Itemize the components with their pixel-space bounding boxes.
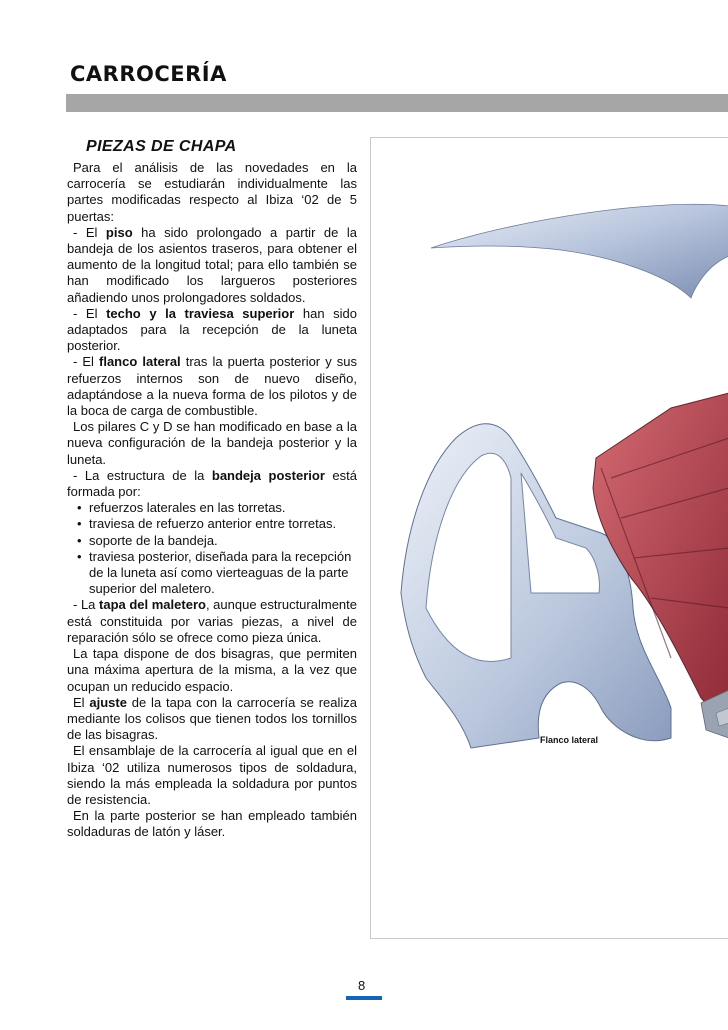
paragraph-bisagras: La tapa dispone de dos bisagras, que permiten una máxima apertura de la misma, a la vez que ocupan un reducido espacio. <box>67 646 357 694</box>
page-number: 8 <box>358 978 366 993</box>
bullet-item: • traviesa de refuerzo anterior entre torretas. <box>77 516 337 532</box>
body-text <box>67 160 357 841</box>
bullet-item: • soporte de la bandeja. <box>77 532 218 548</box>
paragraph-techo: - El techo y la traviesa superior han sido adaptados para la recepción de la luneta posterior. <box>67 305 357 354</box>
paragraph-pilares: Los pilares C y D se han modificado en base a la nueva configuración de la bandeja posterior y la luneta. <box>67 419 357 467</box>
bullet-item: • refuerzos laterales en las torretas. <box>77 500 286 516</box>
paragraph: Para el análisis de las novedades en la carrocería se estudiarán individualmente las partes modificadas respecto al Ibiza ‘02 de 5 puertas: <box>67 160 357 224</box>
bullet-item: • traviesa posterior, diseñada para la recepción de la luneta así como vierteaguas de la parte superior del maletero. <box>77 548 352 597</box>
paragraph-ajuste: El ajuste de la tapa con la carrocería se realiza mediante los colisos que tienen todos los tornillos de las bisagras. <box>67 694 358 743</box>
paragraph-bandeja: - La estructura de la bandeja posterior está formada por: <box>67 467 358 500</box>
paragraph-flanco: - El flanco lateral tras la puerta posterior y sus refuerzos internos son de nuevo diseño, adaptándose a la nueva forma de los pilotos y de la boca de carga de combustible. <box>67 354 357 419</box>
section-title: PIEZAS DE CHAPA <box>86 138 237 155</box>
chapter-title: CARROCERÍA <box>70 62 227 86</box>
title-bar <box>66 94 728 112</box>
paragraph-piso: - El piso ha sido prolongado a partir de la bandeja de los asientos traseros, para obtener el aumento de la longitud total; para ello también se han modificado los largueros posteriores añadiendo unos prolongadores soldados. <box>67 224 357 305</box>
paragraph-tapa: - La tapa del maletero, aunque estructuralmente está constituida por varias piezas, a nivel de reparación sólo se ofrece como pieza única. <box>67 597 357 645</box>
body-parts-illustration <box>371 138 728 939</box>
roof-panel <box>431 204 728 298</box>
figure-caption: Flanco lateral <box>540 735 599 745</box>
page-number-accent <box>346 996 382 1000</box>
exploded-body-figure <box>370 137 728 939</box>
paragraph-soldaduras: En la parte posterior se han empleado también soldaduras de latón y láser. <box>67 808 357 840</box>
paragraph-ensamblaje: El ensamblaje de la carrocería al igual que en el Ibiza ‘02 utiliza numerosos tipos de soldadura, siendo la más empleada la soldadura por puntos de resistencia. <box>67 743 357 807</box>
